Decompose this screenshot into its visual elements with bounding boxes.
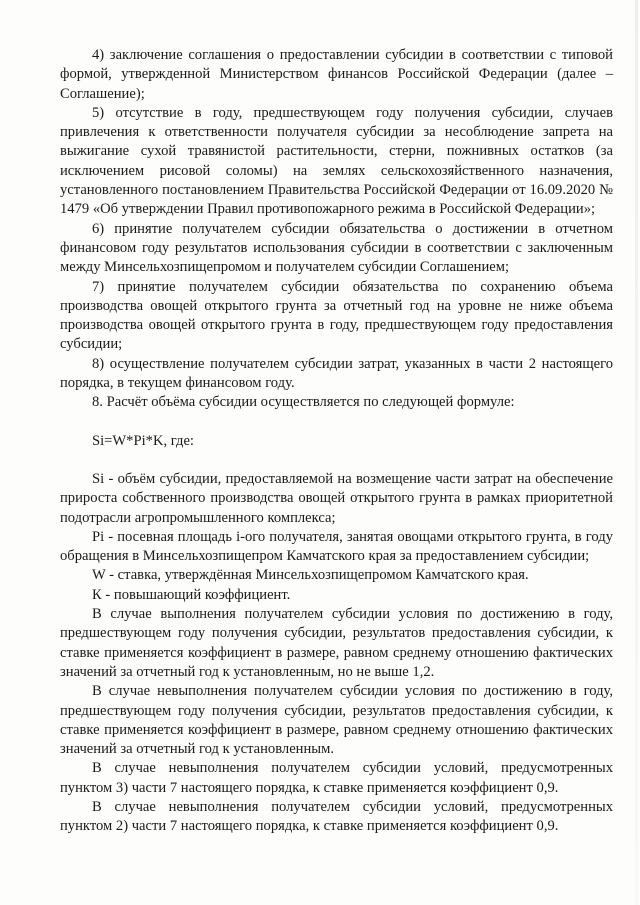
paragraph-item-6: 6) принятие получателем субсидии обязательства о достижении в отчетном финансовом году результатов использования субсидии в соответствии с заключенным между Минсельхозпищепромом и получателем субсидии Соглашением; [60, 220, 613, 276]
definition-si: Si - объём субсидии, предоставляемой на возмещение части затрат на обеспечение прироста собственного производства овощей открытого грунта в рамках приоритетной подотрасли агропромышленного комплекса; [60, 470, 613, 526]
paragraph-item-4: 4) заключение соглашения о предоставлении субсидии в соответствии с типовой формой, утвержденной Министерством финансов Российской Федерации (далее – Соглашение); [60, 47, 613, 102]
paragraph-section-8: 8. Расчёт объёма субсидии осуществляется по следующей формуле: [92, 394, 515, 411]
definition-pi: Pi - посевная площадь i-ого получателя, занятая овощами открытого грунта, в году обращения в Минсельхозпищепром Камчатского края за предоставлением субсидии; [60, 528, 613, 565]
coefficient-rule-clause-3: В случае невыполнения получателем субсидии условий, предусмотренных пунктом 3) части 7 настоящего порядка, к ставке применяется коэффициент 0,9. [60, 760, 613, 796]
definition-k: К - повышающий коэффициент. [92, 586, 291, 603]
document-body [60, 46, 613, 837]
definition-w: W - ставка, утверждённая Минсельхозпищепромом Камчатского края. [92, 567, 529, 584]
subsidy-formula: Si=W*Pi*K, где: [92, 432, 194, 449]
coefficient-rule-clause-2: В случае невыполнения получателем субсидии условий, предусмотренных пунктом 2) части 7 настоящего порядка, к ставке применяется коэффициент 0,9. [60, 798, 613, 835]
coefficient-rule-fulfilled: В случае выполнения получателем субсидии условия по достижению в году, предшествующем году получения субсидии, результатов предоставления субсидии, к ставке применяется коэффициент в размере, равном среднему отношению фактических значений за отчетный год к установленным, но не выше 1,2. [60, 606, 613, 680]
coefficient-rule-unfulfilled: В случае невыполнения получателем субсидии условия по достижению в году, предшествующем году получения субсидии, результатов предоставления субсидии, к ставке применяется коэффициент в размере, равном среднему отношению фактических значений за отчетный год к установленным. [60, 683, 613, 758]
paragraph-item-8: 8) осуществление получателем субсидии затрат, указанных в части 2 настоящего порядка, в текущем финансовом году. [60, 355, 613, 392]
paragraph-item-7: 7) принятие получателем субсидии обязательства по сохранению объема производства овощей открытого грунта за отчетный год на уровне не ниже объема производства овощей открытого грунта в году, предшествующем году предоставления субсидии; [60, 278, 613, 353]
paragraph-item-5: 5) отсутствие в году, предшествующем году получения субсидии, случаев привлечения к ответственности получателя субсидии за несоблюдение запрета на выжигание сухой травянистой растительности, стерни, пожнивных остатков (за исключением рисовой соломы) на землях сельскохозяйственного назначения, установленного постановлением Правительства Российской Федерации от 16.09.2020 № 1479 «Об утверждении Правил противопожарного режима в Российской Федерации»; [60, 104, 613, 218]
scan-edge [635, 0, 638, 905]
